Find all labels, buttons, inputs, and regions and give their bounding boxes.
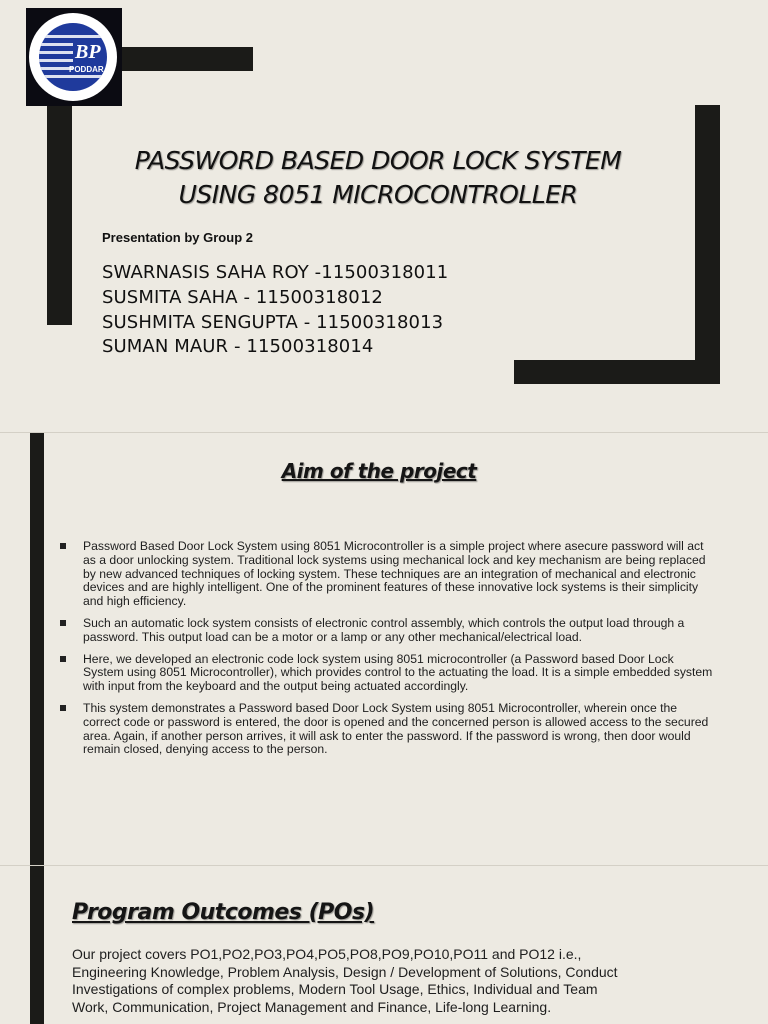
presentation-subtitle: Presentation by Group 2: [102, 230, 253, 245]
square-bullet-icon: [60, 620, 66, 626]
logo-emblem-text: BP: [75, 41, 101, 63]
left-accent-bar: [30, 433, 44, 865]
aim-heading: Aim of the project: [281, 459, 477, 483]
team-member: SWARNASIS SAHA ROY -11500318011: [102, 262, 449, 283]
logo-seal: [29, 13, 117, 101]
list-item: Password Based Door Lock System using 8051 Microcontroller is a simple project where asecure password will act as a door unlocking system. Traditional lock systems using mechanical lock and key mechanism are being replaced by new advanced techniques of locking system. These techniques are an integration of mechanical and electronic devices and are highly intelligent. One of the prominent features of these innovative lock systems is their simplicity and high efficiency.: [60, 540, 715, 609]
team-member: SUSHMITA SENGUPTA - 11500318013: [102, 312, 444, 333]
left-accent-bar: [30, 866, 44, 1024]
team-member: SUSMITA SAHA - 11500318012: [102, 287, 383, 308]
frame-bar-bottom-right-vertical: [695, 105, 720, 384]
frame-bar-top-left-horizontal: [100, 47, 253, 71]
team-member: SUMAN MAUR - 11500318014: [102, 336, 374, 357]
title-line-1: PASSWORD BASED DOOR LOCK SYSTEM: [134, 146, 622, 175]
square-bullet-icon: [60, 705, 66, 711]
title-slide: [0, 0, 768, 432]
program-outcomes-slide: [0, 866, 768, 1024]
list-item: This system demonstrates a Password based Door Lock System using 8051 Microcontroller, wherein once the correct code or password is entered, the door is opened and the concerned person is allowed access to the secured area. Again, if another person arrives, it will ask to enter the password. If the password is wrong, then door would remain closed, denying access to the person.: [60, 702, 715, 757]
po-heading: Program Outcomes (POs): [72, 900, 375, 925]
frame-bar-bottom-right-horizontal: [514, 360, 720, 384]
list-item: Such an automatic lock system consists of electronic control assembly, which controls the output load through a password. This output load can be a motor or a lamp or any other mechanical/electrical load.: [60, 617, 715, 645]
presentation-title: [92, 144, 664, 212]
title-line-2: USING 8051 MICROCONTROLLER: [178, 180, 578, 209]
square-bullet-icon: [60, 543, 66, 549]
frame-bar-top-left-vertical: [47, 100, 72, 325]
square-bullet-icon: [60, 656, 66, 662]
aim-slide: [0, 433, 768, 865]
logo-name-text: PODDAR: [69, 65, 104, 74]
aim-bullet-list: [60, 540, 715, 765]
list-item: Here, we developed an electronic code lock system using 8051 microcontroller (a Password based Door Lock System using 8051 Microcontroller), which provides control to the actuating the load. It is a simple embedded system with input from the keyboard and the output being actuated accordingly.: [60, 653, 715, 694]
po-description: Our project covers PO1,PO2,PO3,PO4,PO5,PO8,PO9,PO10,PO11 and PO12 i.e., Engineering Knowledge, Problem Analysis, Design / Development of Solutions, Conduct Investigations of complex problems, Modern Tool Usage, Ethics, Individual and Team Work, Communication, Project Management and Finance, Life-long Learning.: [72, 946, 618, 1015]
logo-emblem: [39, 23, 107, 91]
institute-logo: [26, 8, 122, 106]
